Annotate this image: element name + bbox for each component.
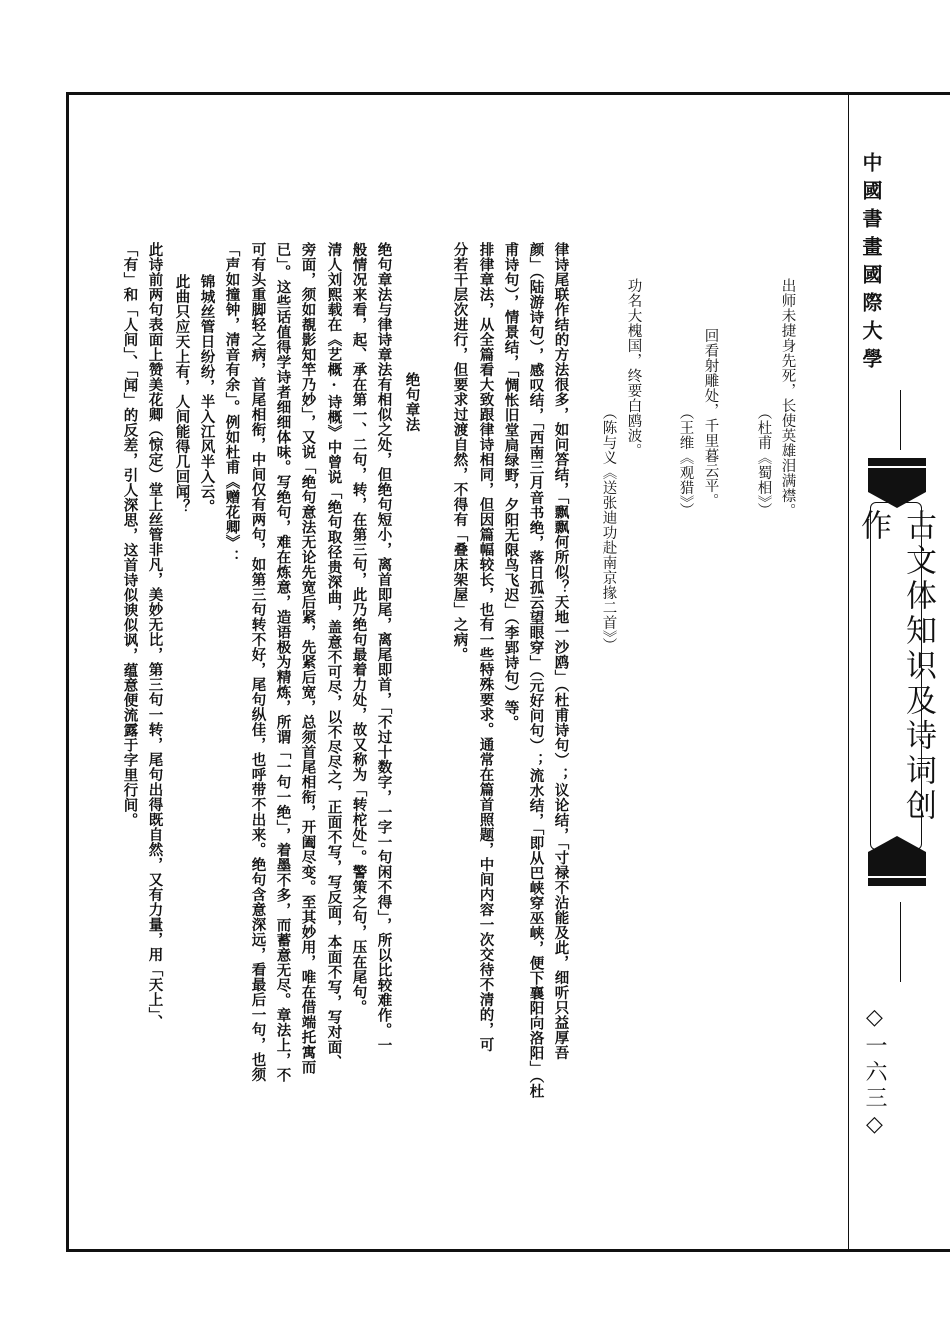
margin-rule-top <box>900 390 901 450</box>
text-column: 律诗尾联作结的方法很多，如问答结，「飘飘何所似？天地一沙鸥」（杜甫诗句）；议论结，「寸禄不沾能及此，细听只益厚吾 <box>552 242 570 1061</box>
margin-rule-bottom <box>900 902 901 982</box>
text-column: 绝句章法与律诗章法有相似之处，但绝句短小，离首即尾，离尾即首，「不过十数字，一字一句闲不得」，所以比较难作。一 <box>375 242 393 1053</box>
margin-divider <box>848 95 849 1250</box>
text-column: 旁面，须如覩影知竿乃妙」，又说「绝句意法无论先宽后紧，先紧后宽，总须首尾相衔，开阖尽变。至其妙用，唯在借端托寓而 <box>299 242 317 1075</box>
text-column: 分若干层次进行，但要求过渡自然，不得有「叠床架屋」之病。 <box>451 242 469 662</box>
text-column: 颜」（陆游诗句），感叹结，「西南三月音书绝，落日孤云望眼穿」（元好问句）；流水结，「即从巴峡穿巫峡，便下襄阳向洛阳」（杜 <box>527 242 545 1099</box>
section-heading: 绝句章法 <box>403 372 421 432</box>
poem-line: 锦城丝管日纷纷，半入江风半入云。 <box>198 274 216 514</box>
school-name: 中國書畫國際大學 <box>859 152 883 376</box>
text-column: 回看射雕处，千里暮云平。 <box>702 328 719 508</box>
text-column: 出师未捷身先死，长使英雄泪满襟。 <box>779 278 796 518</box>
text-column: 已」。这些话值得学诗者细细体味。写绝句，难在炼意，造语极为精炼，所谓「一句一绝」，着墨不多，而蓄意无尽。章法上，不 <box>274 242 292 1083</box>
title-banner <box>855 458 936 886</box>
poem-line: 此曲只应天上有，人间能得几回闻？ <box>173 274 191 514</box>
text-column: 清人刘熙载在《艺概·诗概》中曾说「绝句取径贵深曲，盖意不可尽，以不尽尽之，正面不写，写反面，本面不写，写对面、 <box>325 242 343 1070</box>
text-column: 般情况来看，起、承在第一、二句，转，在第三句，此乃绝句最着力处，故又称为「转柁处」。警策之句，压在尾句。 <box>350 242 368 1015</box>
text-column: （陈与义《送张迪功赴南京掾二首》） <box>600 405 617 653</box>
title-box <box>855 502 936 850</box>
text-column: 此诗前两句表面上赞美花卿（惊定）堂上丝管非凡，美妙无比，第三句一转，尾句出得既自然，又有力量，用「天上」、 <box>146 242 164 1030</box>
text-column: 可有头重脚轻之病，首尾相衔，中间仅有两句，如第三句转不好，尾句纵佳，也呼带不出来。绝句含意深远，看最后一句，也须 <box>249 242 267 1082</box>
page-number: ◇一六三◇ <box>862 1005 887 1141</box>
text-column: 「有」和「人间」、「闻」的反差，引人深思，这首诗似谀似讽，蕴意便流露于字里行间。 <box>121 242 139 828</box>
book-title: 古文体知识及诗词创作 <box>855 509 936 824</box>
text-column: 排律章法，从全篇看大致跟律诗相同，但因篇幅较长，也有一些特殊要求。通常在篇首照题，中间内容一次交待不清的，可 <box>477 242 495 1052</box>
text-column: 甫诗句），情景结，「惆怅旧堂扃绿野，夕阳无限鸟飞迟」（李郢诗句）等。 <box>502 242 520 731</box>
text-column: 「声如撞钟，清音有余」。例如杜甫《赠花卿》： <box>223 242 241 565</box>
text-column: （杜甫《蜀相》） <box>755 405 772 518</box>
text-column: 功名大槐国，终要白鸥波。 <box>625 278 642 458</box>
text-column: （王维《观猎》） <box>677 405 694 518</box>
